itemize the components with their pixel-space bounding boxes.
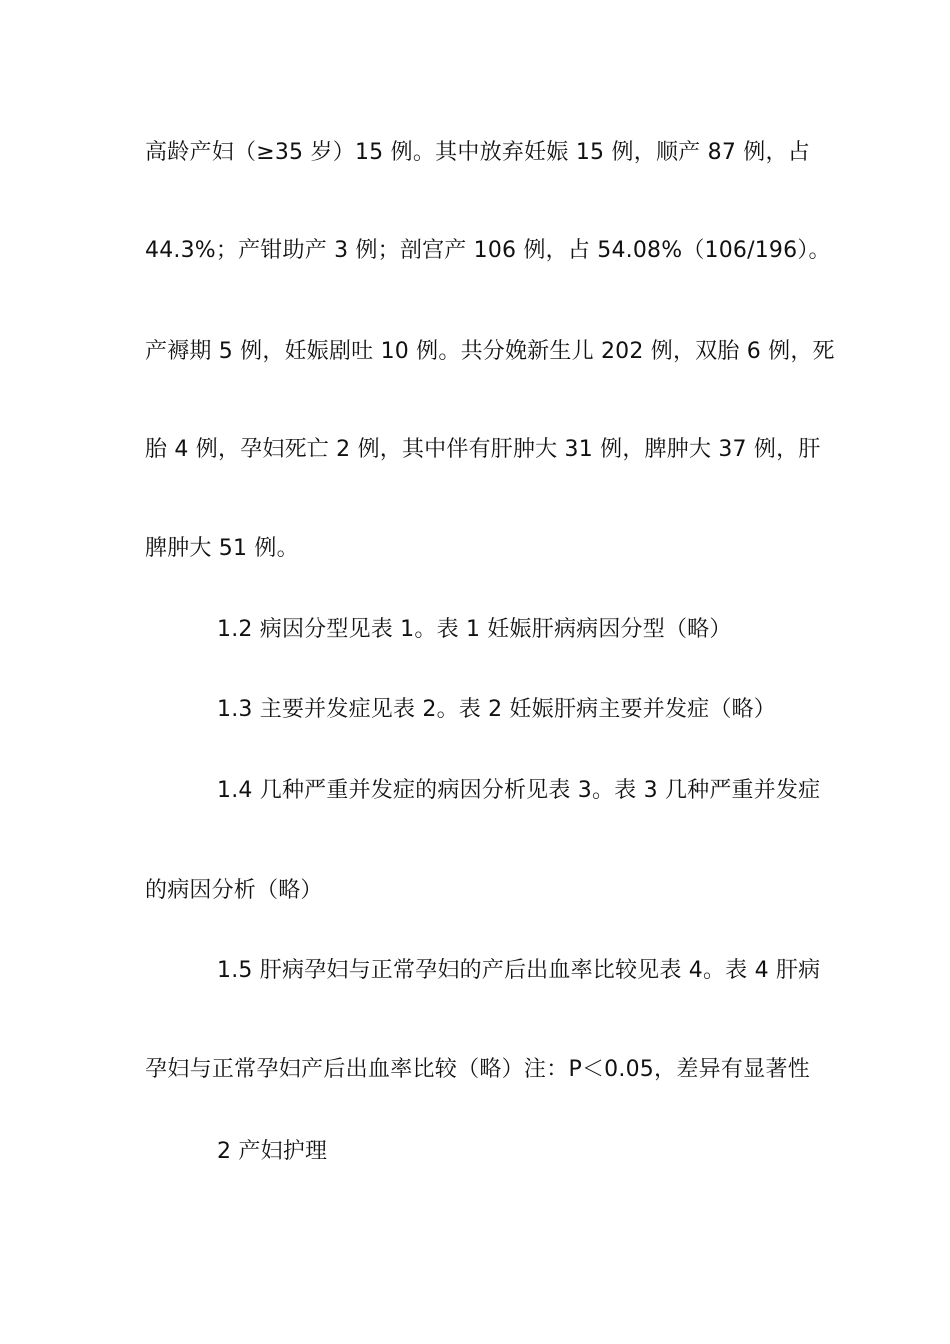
paragraph-line: 1.3 主要并发症见表 2。表 2 妊娠肝病主要并发症（略）: [217, 697, 776, 722]
paragraph-line: 孕妇与正常孕妇产后出血率比较（略）注：P＜0.05，差异有显著性: [145, 1057, 810, 1082]
paragraph-line: 1.4 几种严重并发症的病因分析见表 3。表 3 几种严重并发症: [217, 778, 821, 803]
paragraph-line: 1.5 肝病孕妇与正常孕妇的产后出血率比较见表 4。表 4 肝病: [217, 958, 821, 983]
paragraph-line: 高龄产妇（≥35 岁）15 例。其中放弃妊娠 15 例，顺产 87 例，占: [145, 140, 810, 165]
paragraph-line: 44.3%；产钳助产 3 例；剖宫产 106 例，占 54.08%（106/196）。: [145, 238, 831, 263]
paragraph-line: 的病因分析（略）: [145, 878, 323, 903]
section-heading: 2 产妇护理: [217, 1139, 328, 1164]
paragraph-line: 1.2 病因分型见表 1。表 1 妊娠肝病病因分型（略）: [217, 617, 732, 642]
paragraph-line: 产褥期 5 例，妊娠剧吐 10 例。共分娩新生儿 202 例，双胎 6 例，死: [145, 339, 835, 364]
paragraph-line: 脾肿大 51 例。: [145, 536, 299, 561]
paragraph-line: 胎 4 例，孕妇死亡 2 例，其中伴有肝肿大 31 例，脾肿大 37 例，肝: [145, 437, 821, 462]
